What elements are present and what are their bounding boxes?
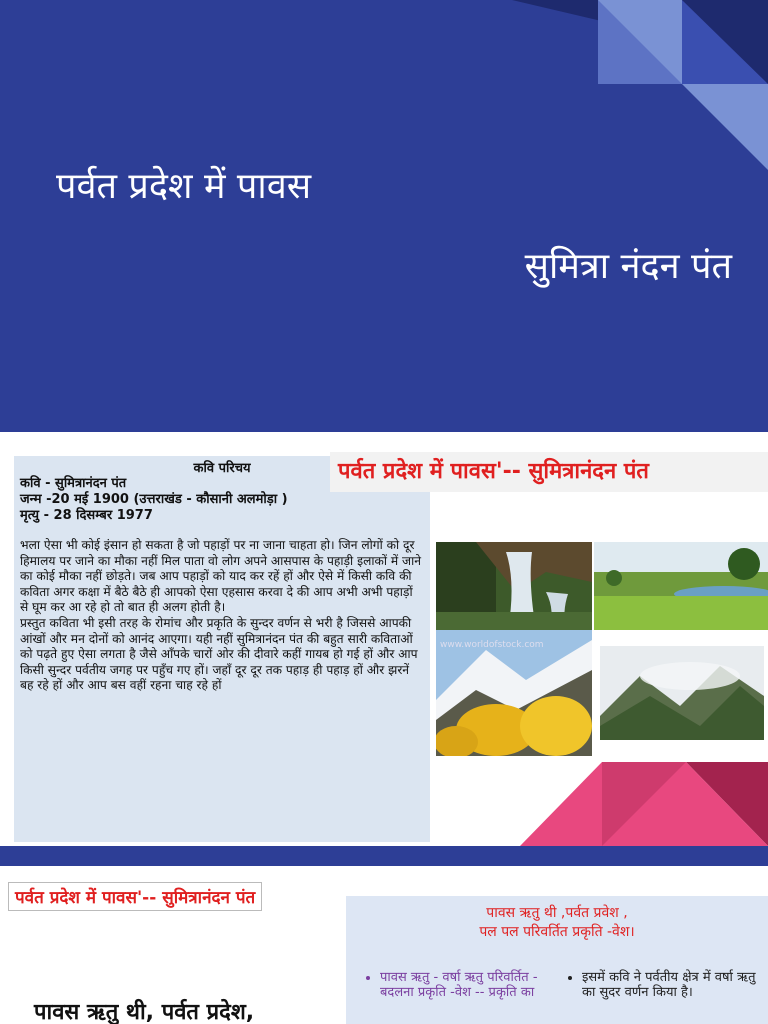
slide-title: पर्वत प्रदेश में पावस [56,166,312,207]
slide3-heading: पर्वत प्रदेश में पावस'-- सुमित्रानंदन पंत [8,882,262,911]
photo-watermark: www.worldofstock.com [440,640,544,650]
deco-shape-light-lower [682,84,768,170]
bio-line-poet: कवि - सुमित्रानंदन पंत [20,476,127,491]
waterfall-photo [436,542,592,630]
explanation-list [568,970,764,1000]
bio-paragraph-1: भला ऐसा भी कोई इंसान हो सकता है जो पहाड़ों पर ना जाना चाहता हो। जिन लोगों को दूर हिमालय पर जाने का मौका नहीं मिल पाता वो लोग अपने आसपास के पहाड़ी इलाकों में जाने का कोई मौका नहीं छोड़ते। जब आप पहाड़ों को याद कर रहें हों और ऐसे में किसी कवि की कविता अगर कक्षा में बैठे बैठे ही आपको ऐसा एहसास करवा दे की आप अभी अभी पहाड़ों से घूम कर आ रहे हो तो बात ही अलग होती है। [20,538,422,615]
explanation-box [346,896,768,1024]
word-meaning-item: • पावस ऋतु - वर्षा ऋतु परिवर्तित - बदलना प्रकृति -वेश -- प्रकृति का [380,970,566,1000]
title-slide [0,0,768,432]
meadow-lake-photo [594,542,768,630]
bio-paragraph-2: प्रस्तुत कविता भी इसी तरह के रोमांच और प्रकृति के सुन्दर वर्णन से भरी है जिससे आपकी आंखों और मन दोनों को आनंद आएगा। यही नहीं सुमित्रानंदन पंत की बहुत सारी कविताओं को पढ़ते हुए ऐसा लगता है जैसे आँपके चारों ओर की दीवारे कहीं गायब हो गई हों और आप किसी सुन्दर पर्वतीय जगह पर पहुँच गए हों। जहाँ दूर दूर तक पहाड़ ही पहाड़ हों और झरनें बह रहे हों और आप बस वहीं रहना चाह रहे हों [20,615,418,693]
poem-verse-line: पावस ऋतु थी, पर्वत प्रदेश, [34,1000,255,1024]
bio-line-birth: जन्म -20 मई 1900 (उत्तराखंड - कौसानी अलमोड़ा ) [20,492,288,507]
slide2-heading: पर्वत प्रदेश में पावस'-- सुमित्रानंदन पंत [330,452,768,492]
poet-bio-box [14,456,430,842]
pink-triangle-decoration [520,762,768,846]
explanation-item: • इसमें कवि ने पर्वतीय क्षेत्र में वर्षा ऋतु का सुदर वर्णन किया है। [582,970,764,1000]
bio-title: कवि परिचय [193,461,251,476]
poet-intro-slide [0,434,768,846]
slide-separator-band [0,846,768,866]
bio-line-death: मृत्यु - 28 दिसम्बर 1977 [20,508,153,523]
poem-slide [0,866,768,1024]
misty-mountains-photo [600,646,764,740]
slide-author: सुमित्रा नंदन पंत [524,246,732,287]
corner-decoration [0,0,768,432]
word-meaning-list [366,970,566,1000]
box-title-line-1: पावस ऋतु थी ,पर्वत प्रवेश , [486,905,628,921]
box-title-line-2: पल पल परिवर्तित प्रकृति -वेश। [479,924,635,940]
